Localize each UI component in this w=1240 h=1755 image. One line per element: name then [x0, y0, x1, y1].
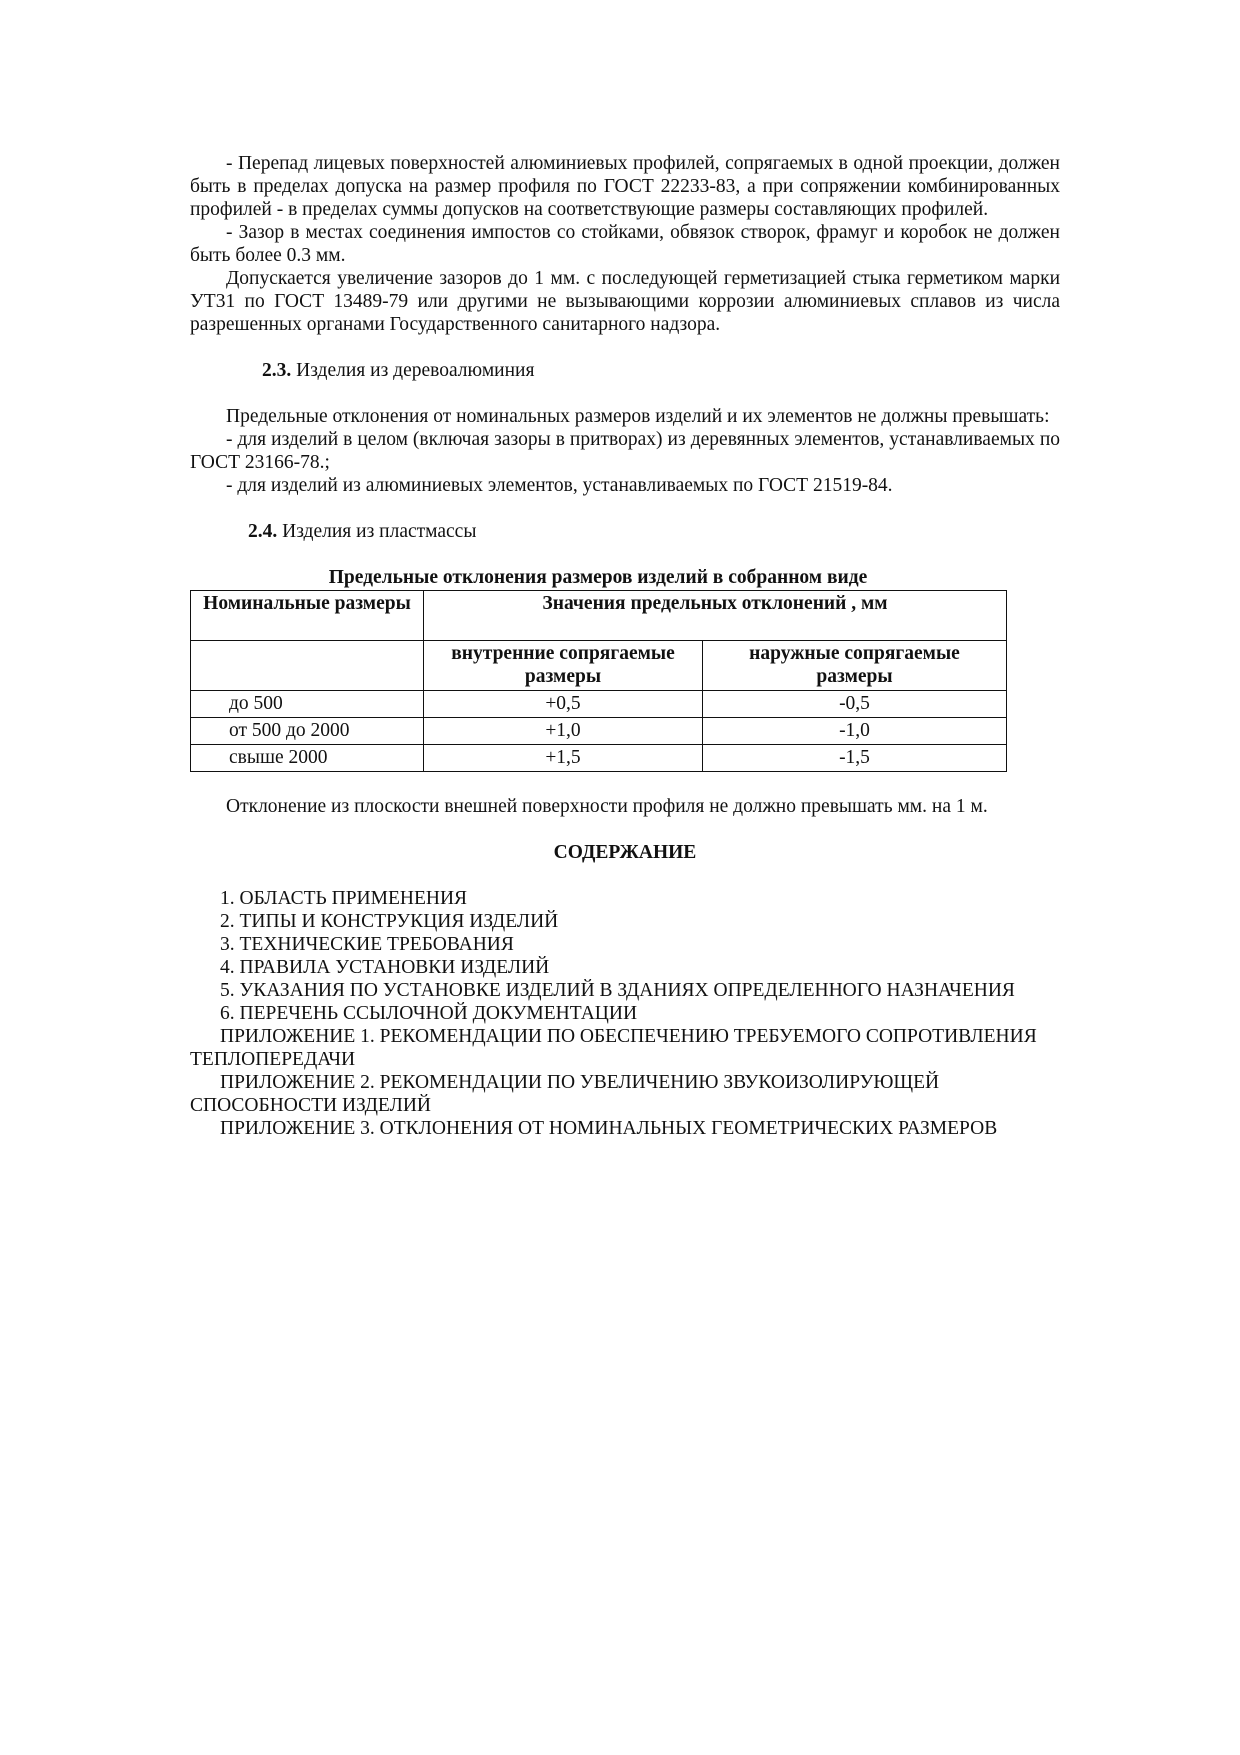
table-row	[191, 718, 1007, 745]
toc-item: 6. ПЕРЕЧЕНЬ ССЫЛОЧНОЙ ДОКУМЕНТАЦИИ	[220, 1003, 638, 1024]
table-title: Предельные отклонения размеров изделий в собранном виде	[328, 567, 868, 588]
subheader-internal: внутренние сопрягаемые размеры	[424, 641, 703, 691]
subheader-external: наружные сопрягаемые размеры	[703, 641, 1007, 691]
paragraph-flatness-deviation: Отклонение из плоскости внешней поверхности профиля не должно превышать мм. на 1 м.	[226, 796, 988, 817]
table-of-contents	[190, 887, 1060, 1140]
toc-item: 5. УКАЗАНИЯ ПО УСТАНОВКЕ ИЗДЕЛИЙ В ЗДАНИЯХ ОПРЕДЕЛЕННОГО НАЗНАЧЕНИЯ	[220, 980, 1015, 1001]
section-title: Изделия из пластмассы	[282, 521, 477, 542]
toc-title: СОДЕРЖАНИЕ	[553, 842, 697, 863]
table-header-row	[191, 591, 1007, 641]
cell-external: -1,5	[703, 745, 1007, 772]
cell-internal: +0,5	[424, 691, 703, 718]
section-title: Изделия из деревоалюминия	[296, 360, 535, 381]
paragraph-deviations-intro: Предельные отклонения от номинальных размеров изделий и их элементов не должны превышать:	[226, 406, 1050, 427]
cell-size: до 500	[191, 691, 424, 718]
header-nominal-sizes: Номинальные размеры	[191, 591, 424, 641]
cell-internal: +1,0	[424, 718, 703, 745]
subheader-empty	[191, 641, 424, 691]
toc-item: ПРИЛОЖЕНИЕ 3. ОТКЛОНЕНИЯ ОТ НОМИНАЛЬНЫХ ГЕОМЕТРИЧЕСКИХ РАЗМЕРОВ	[220, 1118, 998, 1139]
toc-item: ПРИЛОЖЕНИЕ 1. РЕКОМЕНДАЦИИ ПО ОБЕСПЕЧЕНИЮ ТРЕБУЕМОГО СОПРОТИВЛЕНИЯ ТЕПЛОПЕРЕДАЧИ	[190, 1026, 1037, 1070]
cell-external: -1,0	[703, 718, 1007, 745]
paragraph-profile-surface: - Перепад лицевых поверхностей алюминиевых профилей, сопрягаемых в одной проекции, должен быть в пределах допуска на размер профиля по ГОСТ 22233-83, а при сопряжении комбинированных профилей - в пределах суммы допусков на соответствующие размеры составляющих профилей.	[190, 153, 1060, 220]
cell-size: свыше 2000	[191, 745, 424, 772]
section-heading-2-4	[190, 520, 1060, 543]
table-row	[191, 691, 1007, 718]
document-page	[190, 152, 1060, 1140]
paragraph-gap-limit: - Зазор в местах соединения импостов со стойками, обвязок створок, фрамуг и коробок не должен быть более 0.3 мм.	[190, 222, 1060, 266]
cell-external: -0,5	[703, 691, 1007, 718]
header-deviation-values: Значения предельных отклонений , мм	[424, 591, 1007, 641]
cell-size: от 500 до 2000	[191, 718, 424, 745]
paragraph-aluminium-elements: - для изделий из алюминиевых элементов, устанавливаемых по ГОСТ 21519-84.	[226, 475, 893, 496]
section-heading-2-3	[190, 359, 1060, 382]
paragraph-wood-elements: - для изделий в целом (включая зазоры в притворах) из деревянных элементов, устанавливаемых по ГОСТ 23166-78.;	[190, 429, 1060, 473]
paragraph-gap-increase: Допускается увеличение зазоров до 1 мм. с последующей герметизацией стыка герметиком марки УТ31 по ГОСТ 13489-79 или другими не вызывающими коррозии алюминиевых сплавов из числа разрешенных органами Государственного санитарного надзора.	[190, 268, 1060, 335]
toc-item: ПРИЛОЖЕНИЕ 2. РЕКОМЕНДАЦИИ ПО УВЕЛИЧЕНИЮ ЗВУКОИЗОЛИРУЮЩЕЙ СПОСОБНОСТИ ИЗДЕЛИЙ	[190, 1072, 940, 1116]
section-number: 2.3.	[262, 360, 292, 381]
toc-item: 1. ОБЛАСТЬ ПРИМЕНЕНИЯ	[220, 888, 468, 909]
toc-item: 4. ПРАВИЛА УСТАНОВКИ ИЗДЕЛИЙ	[220, 957, 550, 978]
table-subheader-row	[191, 641, 1007, 691]
deviations-table	[190, 590, 1007, 772]
cell-internal: +1,5	[424, 745, 703, 772]
toc-item: 2. ТИПЫ И КОНСТРУКЦИЯ ИЗДЕЛИЙ	[220, 911, 559, 932]
table-row	[191, 745, 1007, 772]
toc-item: 3. ТЕХНИЧЕСКИЕ ТРЕБОВАНИЯ	[220, 934, 514, 955]
section-number: 2.4.	[248, 521, 278, 542]
